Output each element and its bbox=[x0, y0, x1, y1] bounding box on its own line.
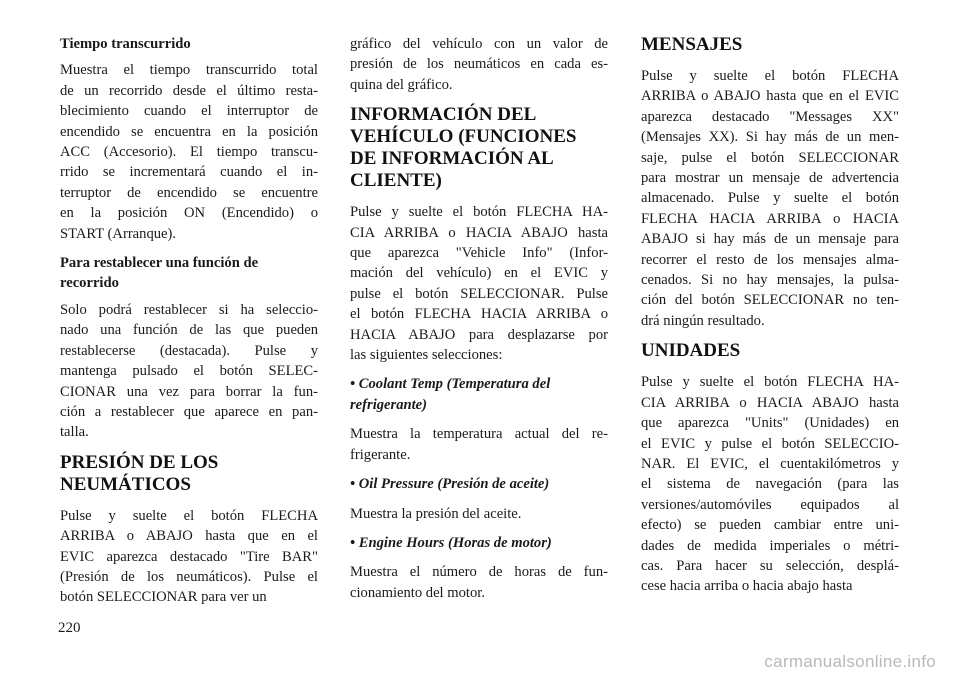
text-line: START (Arranque). bbox=[60, 225, 177, 242]
oil-pressure-description: Muestra la presión del aceite. bbox=[350, 505, 522, 522]
text-line: Solo podrá restablecer si ha seleccio- bbox=[60, 301, 318, 318]
text-line: blecimiento cuando el interruptor de bbox=[60, 103, 318, 120]
text-line: CIONAR una vez para borrar la fun- bbox=[60, 383, 318, 400]
text-line: en la posición ON (Encendido) o bbox=[60, 205, 318, 222]
text-line: Pulse y suelte el botón FLECHA bbox=[60, 507, 318, 524]
text-line: aparezca destacado "Messages XX" bbox=[641, 108, 899, 125]
text-line: encendido se encuentra en la posición bbox=[60, 123, 318, 140]
coolant-temp-title bbox=[350, 376, 550, 412]
text-line: EVIC aparezca destacado "Tire BAR" bbox=[60, 548, 318, 565]
text-line: presión de los neumáticos en cada es- bbox=[350, 56, 608, 73]
text-line: CLIENTE) bbox=[350, 170, 442, 192]
text-line: para mostrar un mensaje de advertencia bbox=[641, 170, 899, 187]
text-line: pulse el botón SELECCIONAR. Pulse bbox=[350, 285, 608, 302]
text-line: ARRIBA o ABAJO hasta que en el EVIC bbox=[641, 88, 899, 105]
text-line: ARRIBA o ABAJO hasta que en el bbox=[60, 528, 318, 545]
text-line: rrido se incrementará cuando el in- bbox=[60, 164, 318, 181]
watermark-text[interactable]: carmanualsonline.info bbox=[764, 652, 936, 671]
text-line: mación del vehículo) en el EVIC y bbox=[350, 265, 608, 282]
column-middle bbox=[350, 34, 608, 612]
text-line: talla. bbox=[60, 424, 89, 441]
tiempo-transcurrido-paragraph bbox=[60, 60, 318, 244]
text-line: ción del botón SELECCIONAR no ten- bbox=[641, 292, 899, 309]
text-line: (Mensajes XX). Si hay más de un men- bbox=[641, 129, 899, 146]
text-line: botón SELECCIONAR para ver un bbox=[60, 589, 267, 606]
mensajes-heading: MENSAJES bbox=[641, 34, 743, 55]
text-line: FLECHA HACIA ARRIBA o HACIA bbox=[641, 210, 899, 227]
text-line: Muestra el número de horas de fun- bbox=[350, 564, 608, 581]
mensajes-paragraph bbox=[641, 66, 899, 331]
text-line: drá ningún resultado. bbox=[641, 312, 765, 329]
text-line: dades de medida imperiales o métri- bbox=[641, 537, 899, 554]
page-number: 220 bbox=[58, 620, 81, 636]
informacion-vehiculo-heading bbox=[350, 104, 608, 192]
text-line: INFORMACIÓN DEL bbox=[350, 104, 537, 126]
text-line: (Presión de los neumáticos). Pulse el bbox=[60, 568, 318, 585]
coolant-temp-description bbox=[350, 424, 608, 465]
column-left bbox=[60, 34, 318, 617]
text-line: gráfico del vehículo con un valor de bbox=[350, 36, 608, 52]
text-line: Para restablecer una función de bbox=[60, 255, 259, 272]
text-line: ción a restablecer que aparece en pan- bbox=[60, 403, 318, 420]
engine-hours-item bbox=[350, 533, 608, 553]
presion-neumaticos-paragraph bbox=[60, 506, 318, 608]
text-line: que aparezca "Units" (Unidades) en bbox=[641, 415, 899, 432]
text-line: cionamiento del motor. bbox=[350, 584, 485, 601]
text-line: cas. Para hacer su selección, desplá- bbox=[641, 557, 899, 574]
text-line: mantenga pulsado el botón SELEC- bbox=[60, 363, 318, 380]
column-right bbox=[641, 34, 899, 606]
text-line: el EVIC y pulse el botón SELECCIO- bbox=[641, 435, 899, 452]
text-line: refrigerante) bbox=[350, 396, 428, 413]
text-line: efecto) se pueden cambiar entre uni- bbox=[641, 517, 899, 534]
text-line: nado una función de las que pueden bbox=[60, 322, 318, 339]
unidades-paragraph bbox=[641, 372, 899, 596]
engine-hours-description bbox=[350, 562, 608, 603]
text-line: Pulse y suelte el botón FLECHA HA- bbox=[350, 204, 608, 221]
text-line: las siguientes selecciones: bbox=[350, 347, 503, 364]
text-line: DE INFORMACIÓN AL bbox=[350, 148, 554, 170]
text-line: PRESIÓN DE LOS bbox=[60, 451, 219, 473]
text-line: CIA ARRIBA o HACIA ABAJO hasta bbox=[641, 394, 899, 411]
text-line: Muestra el tiempo transcurrido total bbox=[60, 62, 318, 79]
tiempo-transcurrido-heading: Tiempo transcurrido bbox=[60, 36, 191, 52]
text-line: VEHÍCULO (FUNCIONES bbox=[350, 126, 577, 148]
engine-hours-title: Engine Hours (Horas de motor) bbox=[358, 534, 552, 551]
text-line: recorrer el resto de los mensajes alma- bbox=[641, 251, 899, 268]
bullet bbox=[350, 376, 359, 392]
informacion-vehiculo-paragraph bbox=[350, 202, 608, 365]
restablecer-heading bbox=[60, 253, 318, 294]
text-line: cenados. Si no hay mensajes, la pulsa- bbox=[641, 272, 899, 289]
bullet bbox=[350, 476, 359, 492]
text-line: recorrido bbox=[60, 275, 119, 292]
text-line: HACIA ABAJO para desplazarse por bbox=[350, 326, 608, 343]
coolant-temp-item bbox=[350, 374, 608, 415]
bullet bbox=[350, 535, 359, 551]
text-line: Muestra la temperatura actual del re- bbox=[350, 426, 608, 443]
text-line: cese hacia arriba o hacia abajo hasta bbox=[641, 578, 853, 595]
text-line: almacenado. Pulse y suelte el botón bbox=[641, 190, 899, 207]
text-line: que aparezca "Vehicle Info" (Infor- bbox=[350, 245, 608, 262]
text-line: ABAJO si hay más de un mensaje para bbox=[641, 231, 899, 248]
text-line: Pulse y suelte el botón FLECHA bbox=[641, 68, 899, 84]
text-line: saje, pulse el botón SELECCIONAR bbox=[641, 149, 899, 166]
text-line: el botón FLECHA HACIA ARRIBA o bbox=[350, 306, 608, 323]
oil-pressure-title: Oil Pressure (Presión de aceite) bbox=[358, 476, 550, 493]
text-line: CIA ARRIBA o HACIA ABAJO hasta bbox=[350, 224, 608, 241]
presion-neumaticos-heading bbox=[60, 452, 318, 496]
text-line: de un recorrido desde el último resta- bbox=[60, 82, 318, 99]
text-line: Coolant Temp (Temperatura del bbox=[358, 376, 551, 393]
text-line: frigerante. bbox=[350, 446, 411, 463]
text-line: versiones/automóviles equipados al bbox=[641, 496, 899, 513]
text-line: NEUMÁTICOS bbox=[60, 473, 191, 495]
unidades-heading: UNIDADES bbox=[641, 340, 741, 362]
text-line: Pulse y suelte el botón FLECHA HA- bbox=[641, 374, 899, 391]
text-line: el sistema de navegación (para las bbox=[641, 476, 899, 493]
text-line: ACC (Accesorio). El tiempo transcu- bbox=[60, 144, 318, 161]
text-line: NAR. El EVIC, el cuentakilómetros y bbox=[641, 455, 899, 472]
presion-continuation-paragraph bbox=[350, 34, 608, 95]
oil-pressure-item bbox=[350, 474, 608, 494]
restablecer-paragraph bbox=[60, 300, 318, 443]
text-line: restablecerse (destacada). Pulse y bbox=[60, 342, 318, 359]
text-line: terruptor de encendido se encuentre bbox=[60, 184, 318, 201]
text-line: quina del gráfico. bbox=[350, 76, 453, 93]
